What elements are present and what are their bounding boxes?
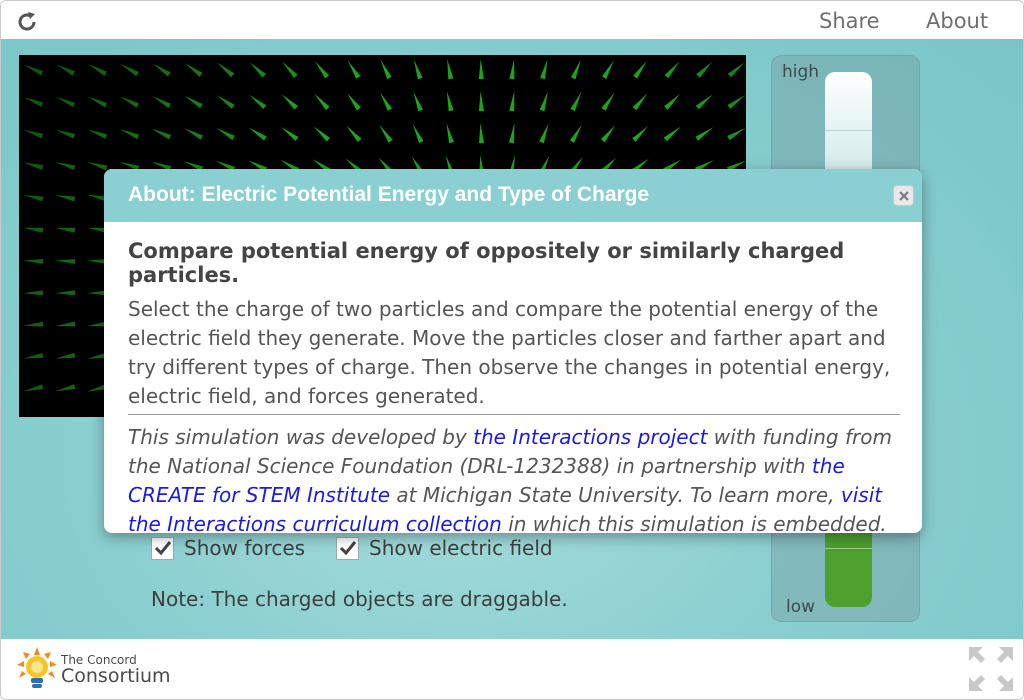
field-arrow [540, 91, 548, 111]
curriculum-collection-link[interactable]: visit the Interactions curriculum collection [128, 483, 883, 533]
concord-logo-icon[interactable] [15, 645, 63, 695]
field-arrow [152, 96, 171, 108]
field-arrow [665, 61, 680, 78]
field-arrow [56, 64, 75, 75]
field-arrow [664, 127, 681, 142]
field-arrow [381, 60, 392, 79]
credit-text-3: at Michigan State University. To learn more, [390, 483, 841, 507]
field-arrow [24, 130, 44, 139]
field-arrow [601, 125, 615, 142]
field-arrow [56, 97, 75, 107]
field-arrow [728, 62, 745, 77]
show-forces-checkbox[interactable] [151, 536, 305, 560]
field-arrow [446, 123, 454, 143]
field-arrow [55, 195, 75, 202]
dialog-credit [128, 423, 900, 533]
field-arrow [602, 60, 614, 79]
field-arrow [152, 129, 171, 140]
field-arrow [633, 93, 648, 110]
field-arrow [570, 92, 581, 111]
field-arrow [23, 162, 43, 170]
field-arrow [55, 353, 75, 359]
field-arrow [217, 63, 234, 78]
divider [128, 414, 900, 415]
show-forces-label: Show forces [184, 536, 306, 560]
field-arrow [571, 60, 581, 79]
share-link[interactable]: Share [819, 9, 880, 33]
draggable-note: Note: The charged objects are draggable. [151, 587, 568, 611]
field-arrow [23, 290, 43, 295]
show-field-label: Show electric field [369, 536, 553, 560]
field-arrow [120, 64, 138, 76]
credit-text-2: with funding from the National Science Foundation (DRL-1232388) in partnership with [128, 425, 892, 478]
field-arrow [379, 125, 392, 143]
field-arrow [216, 128, 235, 140]
field-arrow [380, 92, 392, 111]
field-arrow [601, 93, 614, 111]
field-arrow [250, 62, 266, 77]
show-field-checkbox[interactable] [336, 536, 553, 560]
field-arrow [55, 162, 75, 170]
checkmark-icon [339, 540, 357, 556]
field-arrow [184, 128, 203, 139]
about-dialog [104, 169, 922, 533]
interactions-project-link[interactable]: the Interactions project [473, 425, 708, 449]
field-arrow [55, 259, 75, 264]
field-arrow [540, 59, 547, 79]
field-arrow [664, 94, 680, 110]
bottom-bar [1, 639, 1024, 700]
field-arrow [447, 91, 454, 111]
dialog-heading: Compare potential energy of oppositely or similarly charged particles. [128, 239, 845, 287]
dialog-description: Select the charge of two particles and compare the potential energy of the electric field they generate. Move the particles closer and farther apart and try different types of charge. Then observe the changes in potential energy, electric field, and forces generated. [128, 297, 891, 408]
field-arrow [249, 95, 266, 109]
create-stem-institute-link[interactable]: the CREATE for STEM Institute [128, 454, 845, 507]
field-arrow [88, 97, 107, 108]
meter-low-label: low [786, 597, 816, 617]
field-arrow [479, 59, 484, 79]
field-arrow [281, 127, 298, 141]
field-arrow [153, 64, 171, 77]
field-arrow [55, 384, 75, 391]
field-arrow [509, 59, 514, 79]
field-arrow [509, 123, 515, 143]
field-arrow [23, 384, 43, 391]
field-arrow [23, 259, 43, 264]
top-bar [1, 1, 1024, 39]
field-arrow [185, 96, 203, 109]
field-arrow [696, 62, 712, 78]
checkbox-box[interactable] [336, 537, 359, 560]
field-arrow [633, 61, 647, 79]
field-arrow [479, 123, 484, 143]
field-arrow [727, 128, 745, 141]
field-arrow [539, 124, 548, 144]
field-arrow [314, 94, 329, 110]
field-arrow [55, 322, 75, 327]
field-arrow [249, 128, 267, 141]
field-arrow [185, 63, 203, 77]
field-arrow [282, 94, 298, 109]
brand-line-1: The Concord [61, 653, 137, 667]
reload-icon[interactable] [15, 10, 39, 34]
close-icon[interactable] [893, 185, 914, 206]
field-arrow [314, 126, 331, 141]
field-arrow [24, 65, 43, 76]
field-arrow [23, 195, 43, 201]
field-arrow [23, 322, 43, 327]
field-arrow [120, 96, 139, 107]
field-arrow [282, 62, 297, 78]
dialog-title: About: Electric Potential Energy and Type of Charge [128, 183, 650, 206]
field-arrow [120, 129, 139, 139]
field-arrow [23, 228, 43, 233]
fullscreen-icon[interactable] [967, 645, 1015, 693]
field-arrow [509, 91, 514, 111]
credit-text-1: This simulation was developed by [128, 425, 474, 449]
field-arrow [632, 126, 648, 142]
credit-text-4: in which this simulation is embedded. [501, 512, 887, 533]
field-arrow [55, 228, 75, 233]
field-arrow [315, 61, 329, 78]
field-arrow [88, 129, 108, 139]
field-arrow [414, 60, 423, 80]
brand-line-2: Consortium [61, 665, 171, 687]
field-arrow [447, 59, 453, 79]
checkmark-icon [154, 540, 172, 556]
meter-high-label: high [782, 62, 820, 82]
field-arrow [88, 64, 107, 76]
field-arrow [570, 124, 582, 143]
meter-track [825, 72, 872, 182]
field-arrow [23, 353, 43, 359]
dialog-body [128, 239, 900, 533]
field-arrow [348, 61, 361, 79]
field-arrow [55, 290, 75, 295]
field-arrow [217, 95, 235, 108]
dialog-header [104, 169, 922, 222]
meter-fill-bar [825, 526, 872, 607]
field-arrow [24, 97, 43, 107]
field-arrow [479, 91, 484, 111]
field-arrow [56, 130, 76, 139]
about-link[interactable]: About [926, 9, 989, 33]
brand-name [61, 651, 171, 686]
field-arrow [727, 95, 745, 109]
checkbox-box[interactable] [151, 537, 174, 560]
field-arrow [347, 93, 361, 111]
field-arrow [695, 127, 713, 141]
field-arrow [413, 124, 424, 143]
field-arrow [413, 92, 423, 112]
field-arrow [346, 126, 361, 143]
field-arrow [696, 95, 713, 110]
